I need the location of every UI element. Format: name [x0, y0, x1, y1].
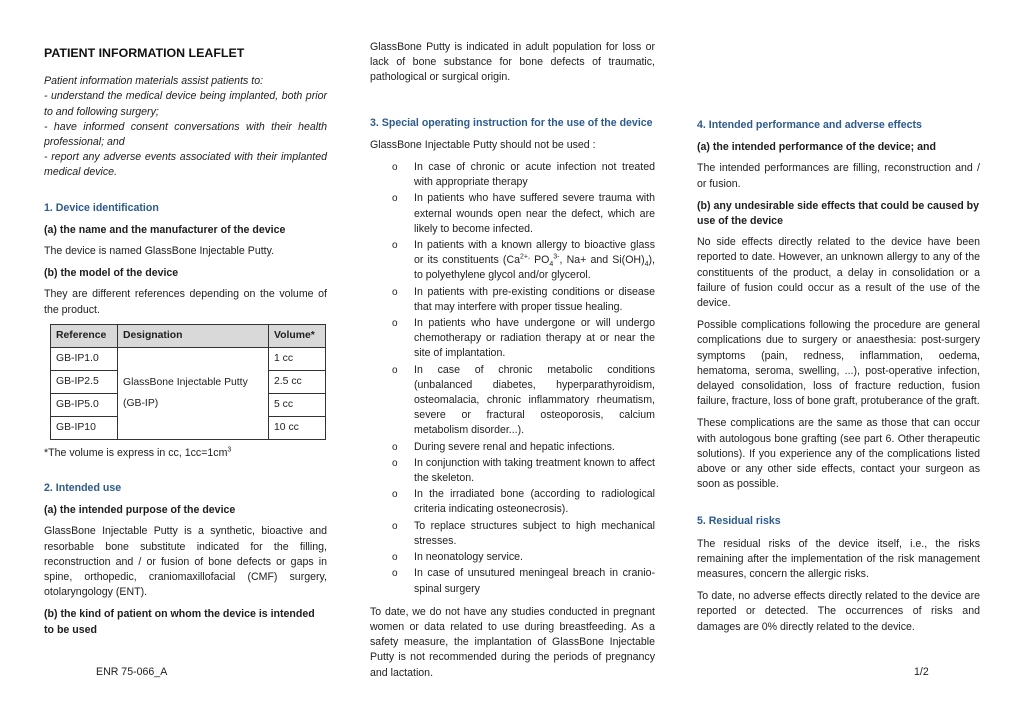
s2-a-text: GlassBone Injectable Putty is a synthetic, bioactive and resorbable bone substitute indicated for the filling, reconstruction and / or fusion of bone defects or gaps in spine, orthopedic, craniomaxillofacial (CMF) surgery, otolaryngology (ENT). — [44, 525, 327, 599]
table-cell-reference: GB-IP10 — [51, 416, 118, 439]
list-item — [392, 363, 655, 439]
list-item-text: During severe renal and hepatic infections. — [414, 440, 615, 453]
list-item-text: In patients who have undergone or will undergo chemotherapy or radiation therapy at or near the site of implantation. — [414, 317, 655, 360]
bullet-circle-icon: o — [392, 318, 398, 330]
allergy-sup: 3- — [553, 253, 560, 261]
table-row — [51, 347, 326, 370]
allergy-text: In patients with a known allergy to bioactive glass or its constituents (Ca — [414, 239, 655, 267]
footer-reference: ENR 75-066_A — [96, 666, 168, 678]
list-item — [392, 238, 655, 284]
table-header: Volume* — [269, 324, 326, 347]
volume-note-sup: 3 — [227, 446, 232, 454]
s4-p1: No side effects directly related to the device have been reported to date. However, an unknown allergy to any of the constituents of the product, a delay in consolidation or a failure of fusion could occur as a result of the use of the device. — [697, 236, 980, 310]
footer-page-number: 1/2 — [914, 666, 929, 678]
section-3-heading: 3. Special operating instruction for the use of the device — [370, 116, 653, 129]
allergy-sup: 2+, — [520, 253, 530, 261]
allergy-text: ), to polyethylene glycol and/or glycerol. — [414, 254, 655, 282]
table-cell-volume: 5 cc — [269, 393, 326, 416]
table-cell-volume: 1 cc — [269, 347, 326, 370]
list-item-text: To replace structures subject to high mechanical stresses. — [414, 519, 655, 547]
bullet-circle-icon: o — [392, 568, 398, 580]
s4-b-heading: (b) any undesirable side effects that could be caused by use of the device — [697, 199, 979, 228]
s1-a-heading: (a) the name and the manufacturer of the device — [44, 223, 286, 236]
s4-a-text: The intended performances are filling, reconstruction and / or fusion. — [697, 162, 980, 190]
section-4-heading: 4. Intended performance and adverse effects — [697, 119, 922, 131]
list-item — [392, 550, 655, 565]
list-item-text: In conjunction with taking treatment known to affect the skeleton. — [414, 456, 655, 485]
section-2-heading: 2. Intended use — [44, 482, 122, 495]
table-header: Designation — [118, 324, 269, 347]
section-1-heading: 1. Device identification — [44, 201, 159, 214]
s2-b-heading: (b) the kind of patient on whom the device is intended to be used — [44, 608, 315, 636]
contraindication-list — [370, 160, 655, 597]
designation-line: (GB-IP) — [123, 398, 159, 410]
list-item-text: In case of unsutured meningeal breach in cranio-spinal surgery — [414, 567, 655, 595]
s5-p1: The residual risks of the device itself, i.e., the risks remaining after the implementation of the risk management measures, concern the allergic risks. — [697, 537, 980, 581]
table-cell-reference: GB-IP2.5 — [51, 370, 118, 393]
list-item-text: In patients with pre-existing conditions or disease that may interfere with proper tissue healing. — [414, 285, 655, 313]
list-item-text: In patients who have suffered severe trauma with external wounds open near the defect, which are likely to become infected. — [414, 192, 655, 235]
bullet-circle-icon: o — [392, 193, 398, 205]
column-middle — [370, 40, 655, 679]
list-item — [392, 487, 655, 517]
intro-block — [44, 74, 327, 180]
allergy-sub: 4 — [549, 261, 554, 269]
list-item-text — [414, 239, 655, 281]
bullet-circle-icon: o — [392, 489, 398, 501]
table-cell-volume: 10 cc — [269, 416, 326, 439]
bullet-circle-icon: o — [392, 364, 398, 376]
s2-a-heading: (a) the intended purpose of the device — [44, 504, 236, 517]
list-item — [392, 456, 655, 486]
intro-line: - have informed consent conversations with their health professional; and — [44, 120, 327, 149]
s4-p3: These complications are the same as those that can occur with autologous bone grafting (see part 6. Other therapeutic solutions). If you experience any of the complications listed above or any other side effects, contact your surgeon as soon as possible. — [697, 417, 980, 491]
table-cell-volume: 2.5 cc — [269, 370, 326, 393]
bullet-circle-icon: o — [392, 286, 398, 298]
intro-line: Patient information materials assist patients to: — [44, 75, 264, 88]
s4-a-heading: (a) the intended performance of the device; and — [697, 141, 936, 154]
section-5-heading: 5. Residual risks — [697, 515, 781, 528]
list-item — [392, 316, 655, 362]
s1-b-heading: (b) the model of the device — [44, 267, 179, 280]
s5-p2: To date, no adverse effects directly related to the device are reported or detected. The occurrences of risks and damages are 0% directly related to the device. — [697, 590, 980, 633]
allergy-sub: 4 — [644, 261, 649, 269]
allergy-text: PO — [529, 254, 550, 267]
bullet-circle-icon: o — [392, 162, 398, 174]
s4-p2: Possible complications following the procedure are general complications due to surgery or anaesthesia: post-surgery symptoms (pain, redness, inflammation, oedema, hematoma, seroma, swelling, ...), post-operative infection, delayed consolidation, loss of fracture reduction, fusion failure, fracture, loss of bone graft, protuberance of the graft. — [697, 319, 980, 408]
s1-b-text: They are different references depending on the volume of the product. — [44, 288, 327, 316]
s1-a-text: The device is named GlassBone Injectable Putty. — [44, 245, 275, 258]
list-item-text: In case of chronic or acute infection not treated with appropriate therapy — [414, 161, 655, 189]
list-item — [392, 566, 655, 596]
volume-note — [44, 446, 327, 461]
table-cell-reference: GB-IP1.0 — [51, 347, 118, 370]
volume-note-text: *The volume is express in cc, 1cc=1cm — [44, 446, 228, 459]
bullet-circle-icon: o — [392, 457, 398, 469]
list-item — [392, 285, 655, 315]
s3-closing: To date, we do not have any studies conducted in pregnant women or data related to use during breastfeeding. As a safety measure, the implantation of GlassBone Injectable Putty is not recommended during the periods of pregnancy and lactation. — [370, 605, 655, 679]
list-item — [392, 191, 655, 237]
list-item-text: In case of chronic metabolic conditions (unbalanced diabetes, hyperparathyroidism, osteomalacia, chronic inflammatory rheumatism, severe or fractural osteoporosis, calcium metabolism disorder...). — [414, 363, 655, 437]
list-item — [392, 160, 655, 190]
column-left — [44, 40, 327, 644]
list-item-text: In neonatology service. — [414, 551, 523, 564]
bullet-circle-icon: o — [392, 520, 398, 532]
list-item-text: In the irradiated bone (according to radiological criteria indicating osteonecrosis). — [414, 488, 655, 516]
table-cell-designation — [118, 347, 269, 439]
table-header: Reference — [51, 324, 118, 347]
table-cell-reference: GB-IP5.0 — [51, 393, 118, 416]
table-header-row — [51, 324, 326, 347]
intro-line: - understand the medical device being implanted, both prior to and following surgery; — [44, 90, 327, 118]
s3-lead: GlassBone Injectable Putty should not be used : — [370, 138, 596, 151]
column-right — [697, 40, 980, 642]
list-item — [392, 440, 655, 455]
bullet-circle-icon: o — [392, 441, 398, 453]
bullet-circle-icon: o — [392, 552, 398, 564]
intro-line: - report any adverse events associated with their implanted medical device. — [44, 151, 327, 179]
list-item — [392, 519, 655, 549]
bullet-circle-icon: o — [392, 240, 398, 252]
s2-b-text: GlassBone Putty is indicated in adult population for loss or lack of bone substance for bone defects of traumatic, pathological or surgical origin. — [370, 41, 655, 84]
allergy-text: , Na+ and Si(OH) — [559, 254, 645, 267]
designation-line: GlassBone Injectable Putty — [123, 377, 248, 389]
reference-table — [50, 324, 326, 440]
document-title: PATIENT INFORMATION LEAFLET — [44, 46, 245, 60]
